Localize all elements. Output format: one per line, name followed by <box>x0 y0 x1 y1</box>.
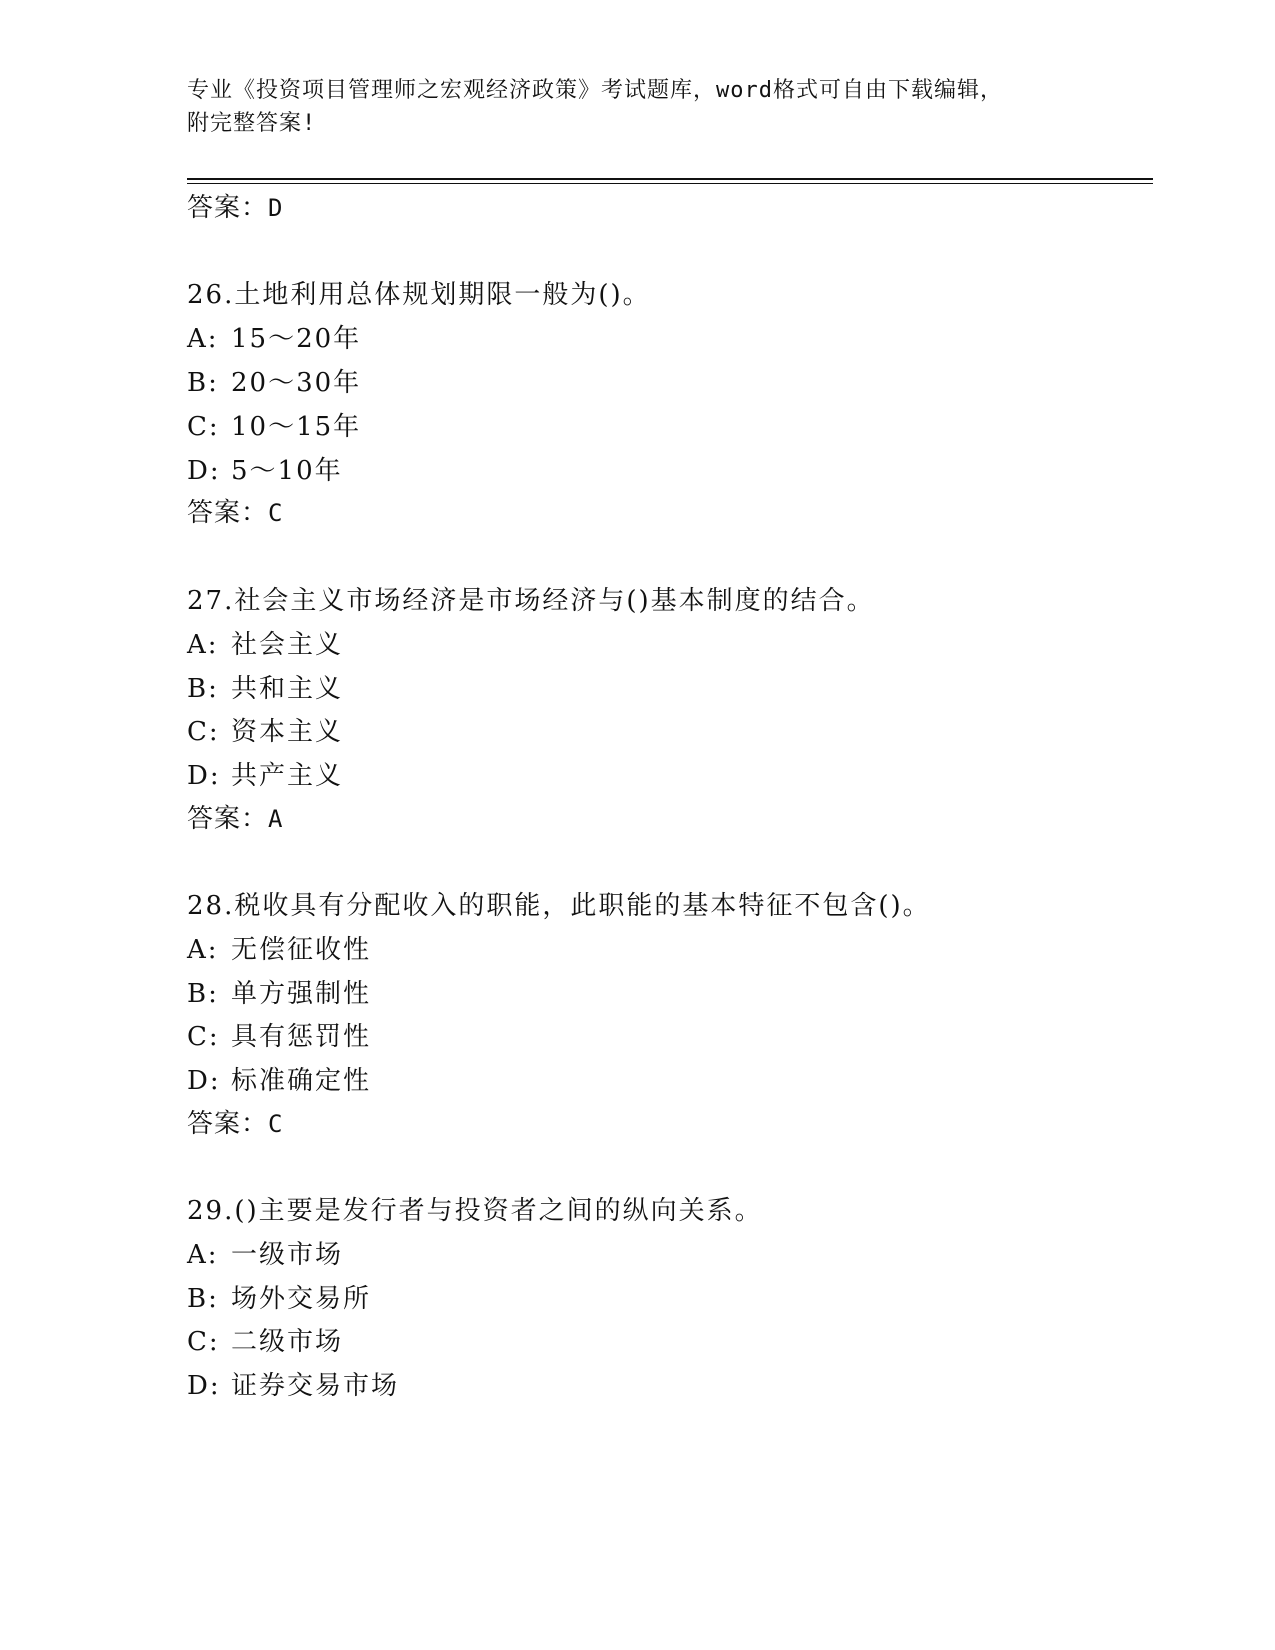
answer-26 <box>187 497 283 529</box>
option-letter: C: <box>187 717 220 747</box>
option-text: 共产主义 <box>231 761 344 791</box>
option-27-c <box>187 716 343 748</box>
option-29-b <box>187 1283 371 1315</box>
option-28-d <box>187 1065 371 1097</box>
option-letter: A: <box>187 1240 219 1270</box>
option-letter: A: <box>187 935 219 965</box>
option-letter: A: <box>187 324 219 354</box>
option-28-a <box>187 934 371 966</box>
option-text: 10～15年 <box>231 412 362 442</box>
option-28-b <box>187 978 371 1010</box>
option-letter: D: <box>187 761 221 791</box>
option-27-d <box>187 760 343 792</box>
option-27-b <box>187 673 343 705</box>
option-text: 一级市场 <box>231 1240 344 1270</box>
option-27-a <box>187 629 343 661</box>
option-text: 具有惩罚性 <box>231 1022 372 1052</box>
option-letter: A: <box>187 630 219 660</box>
answer-label: 答案： <box>187 1109 269 1139</box>
option-text: 标准确定性 <box>231 1066 372 1096</box>
option-letter: D: <box>187 1066 221 1096</box>
header-line-1: 专业《投资项目管理师之宏观经济政策》考试题库，word格式可自由下载编辑， <box>187 78 1003 103</box>
header-divider-thick <box>187 178 1153 180</box>
option-text: 场外交易所 <box>231 1284 372 1314</box>
option-text: 资本主义 <box>231 717 344 747</box>
option-letter: C: <box>187 1327 220 1357</box>
option-text: 证券交易市场 <box>231 1371 400 1401</box>
option-28-c <box>187 1021 371 1053</box>
answer-27 <box>187 803 283 835</box>
answer-label: 答案： <box>187 193 269 223</box>
option-text: 共和主义 <box>231 674 344 704</box>
question-28: 28.税收具有分配收入的职能，此职能的基本特征不包含()。 <box>187 891 931 921</box>
answer-value: C <box>268 1110 284 1138</box>
option-letter: C: <box>187 1022 220 1052</box>
question-27: 27.社会主义市场经济是市场经济与()基本制度的结合。 <box>187 586 875 616</box>
option-letter: B: <box>187 674 219 704</box>
option-text: 无偿征收性 <box>231 935 372 965</box>
option-26-d <box>187 455 343 487</box>
option-letter: B: <box>187 1284 219 1314</box>
option-letter: C: <box>187 412 220 442</box>
option-29-c <box>187 1326 343 1358</box>
document-header <box>187 74 1087 140</box>
question-26: 26.土地利用总体规划期限一般为()。 <box>187 280 651 310</box>
option-letter: B: <box>187 979 219 1009</box>
option-26-a <box>187 323 361 355</box>
answer-previous <box>187 192 283 224</box>
header-divider-thin <box>187 183 1153 184</box>
answer-value: D <box>268 194 284 222</box>
option-text: 20～30年 <box>231 368 362 398</box>
option-text: 单方强制性 <box>231 979 372 1009</box>
option-26-b <box>187 367 361 399</box>
answer-value: A <box>268 805 284 833</box>
option-letter: D: <box>187 456 221 486</box>
option-text: 二级市场 <box>231 1327 344 1357</box>
option-29-a <box>187 1239 343 1271</box>
header-line-2: 附完整答案! <box>187 111 317 136</box>
question-29: 29.()主要是发行者与投资者之间的纵向关系。 <box>187 1196 763 1226</box>
option-letter: D: <box>187 1371 221 1401</box>
option-26-c <box>187 411 361 443</box>
option-letter: B: <box>187 368 219 398</box>
option-text: 社会主义 <box>231 630 344 660</box>
option-text: 15～20年 <box>231 324 362 354</box>
answer-label: 答案： <box>187 498 269 528</box>
answer-value: C <box>268 499 284 527</box>
answer-28 <box>187 1108 283 1140</box>
option-29-d <box>187 1370 399 1402</box>
answer-label: 答案： <box>187 804 269 834</box>
option-text: 5～10年 <box>231 456 343 486</box>
